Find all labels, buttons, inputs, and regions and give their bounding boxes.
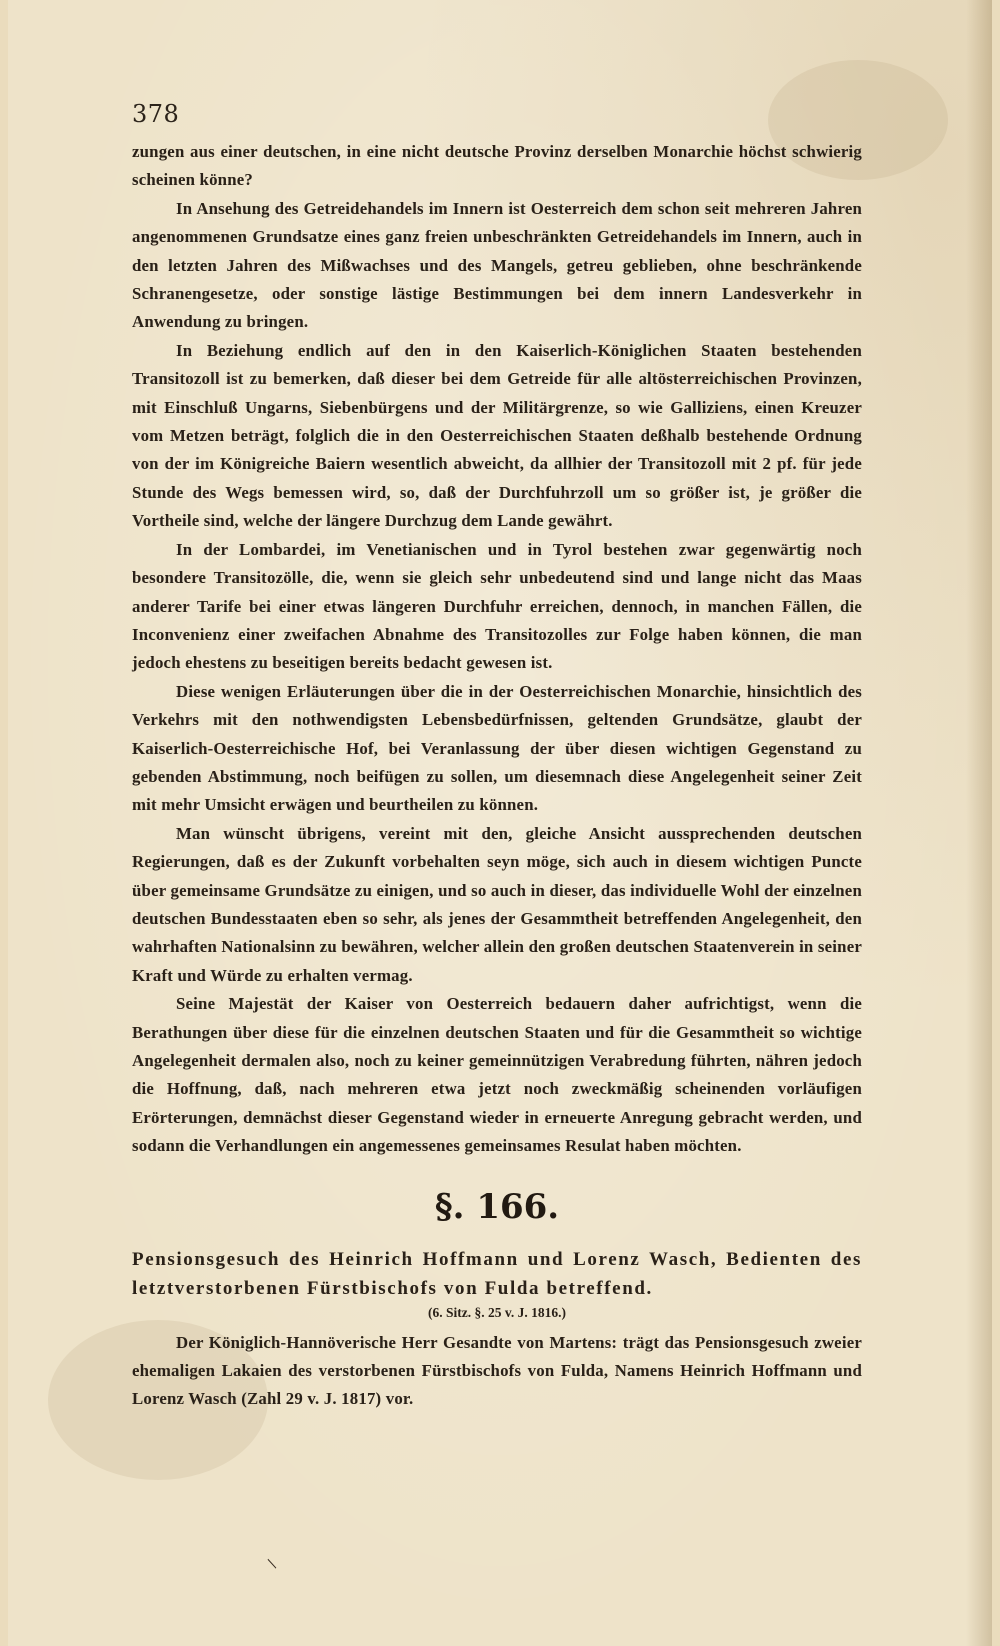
- page-edge-shadow: [966, 0, 992, 1646]
- paragraph-lombardy: In der Lombardei, im Venetianischen und in Tyrol bestehen zwar gegenwärtig noch besondere Transitozölle, die, wenn sie gleich sehr unbedeutend sind und lange nicht das Maas anderer Tarife bei einer etwas längeren Durchfuhr erreichen, dennoch, in manchen Fällen, die Inconvenienz einer zweifachen Abnahme des Transitozolles zur Folge haben können, die man jedoch ehestens zu beseitigen bereits bedacht gewesen ist.: [132, 539, 862, 673]
- section-title: Pensionsgesuch des Heinrich Hoffmann und Lorenz Wasch, Bedienten des letztverstorbenen Fürstbischofs von Fulda betreffend.: [132, 1248, 862, 1299]
- paragraph-majesty: Seine Majestät der Kaiser von Oesterreich bedauern daher aufrichtigst, wenn die Berathungen über diese für die einzelnen deutschen Staaten und für die Gesammtheit so wichtige Angelegenheit dermalen also, noch zu keiner gemeinnützigen Verabredung führten, nähren jedoch die Hoffnung, daß, nach mehreren etwa jetzt noch zweckmäßig scheinenden vorläufigen Erörterungen, demnächst dieser Gegenstand wieder in erneuerte Anregung gebracht werden, und sodann die Verhandlungen ein angemessenes gemeinsames Resulat haben möchten.: [132, 994, 862, 1156]
- paragraph-grain-trade: In Ansehung des Getreidehandels im Innern ist Oesterreich dem schon seit mehreren Jahren angenommenen Grundsatze eines ganz freien unbeschränkten Getreidehandels im Innern, auch in den letzten Jahren des Mißwachses und des Mangels, getreu geblieben, ohne beschränkende Schranengesetze, oder sonstige lästige Bestimmungen bei dem innern Landesverkehr in Anwendung zu bringen.: [132, 198, 862, 332]
- section-body: Der Königlich-Hannöverische Herr Gesandte von Martens: trägt das Pensionsgesuch zweier ehemaligen Lakaien des verstorbenen Fürstbischofs von Fulda, Namens Heinrich Hoffmann und Lorenz Wasch (Zahl 29 v. J. 1817) vor.: [132, 1332, 862, 1409]
- paragraph-continuation: zungen aus einer deutschen, in eine nicht deutsche Provinz derselben Monarchie höchst schwierig scheinen könne?: [132, 142, 862, 190]
- page-text-block: [132, 100, 862, 1414]
- scanned-page: [8, 0, 992, 1646]
- paragraph-transit-toll: In Beziehung endlich auf den in den Kaiserlich-Königlichen Staaten bestehenden Transitozoll ist zu bemerken, daß dieser bei dem Getreide für alle altösterreichischen Provinzen, mit Einschluß Ungarns, Siebenbürgens und der Militärgrenze, so wie Galliziens, einen Kreuzer vom Metzen beträgt, folglich die in den Oesterreichischen Staaten deßhalb bestehende Ordnung von der im Königreiche Baiern wesentlich abweicht, da allhier der Transitozoll mit 2 pf. für jede Stunde des Wegs bemessen wird, so, daß der Durchfuhrzoll um so größer ist, je größer die Vortheile sind, welche der längere Durchzug dem Lande gewährt.: [132, 340, 862, 531]
- section-number: §. 166.: [434, 1186, 560, 1227]
- section-reference: (6. Sitz. §. 25 v. J. 1816.): [428, 1304, 566, 1320]
- paragraph-wish: Man wünscht übrigens, vereint mit den, gleiche Ansicht aussprechenden deutschen Regierungen, daß es der Zukunft vorbehalten seyn möge, sich auch in diesem wichtigen Puncte über gemeinsame Grundsätze zu einigen, und so auch in dieser, das individuelle Wohl der einzelnen deutschen Bundesstaaten eben so sehr, als jenes der Gesammtheit betreffenden Angelegenheit, den wahrhaften Nationalsinn zu bewähren, welcher allein den großen deutschen Staatenverein in seiner Kraft und Würde zu erhalten vermag.: [132, 823, 862, 985]
- pen-mark: /: [264, 1557, 281, 1571]
- paragraph-explanations: Diese wenigen Erläuterungen über die in der Oesterreichischen Monarchie, hinsichtlich des Verkehrs mit den nothwendigsten Lebensbedürfnissen, geltenden Grundsätze, glaubt der Kaiserlich-Oesterreichische Hof, bei Veranlassung der über diesen wichtigen Gegenstand zu gebenden Abstimmung, noch beifügen zu sollen, um diesemnach diese Angelegenheit seiner Zeit mit mehr Umsicht erwägen und beurtheilen zu können.: [132, 681, 862, 815]
- page-number: 378: [132, 100, 180, 128]
